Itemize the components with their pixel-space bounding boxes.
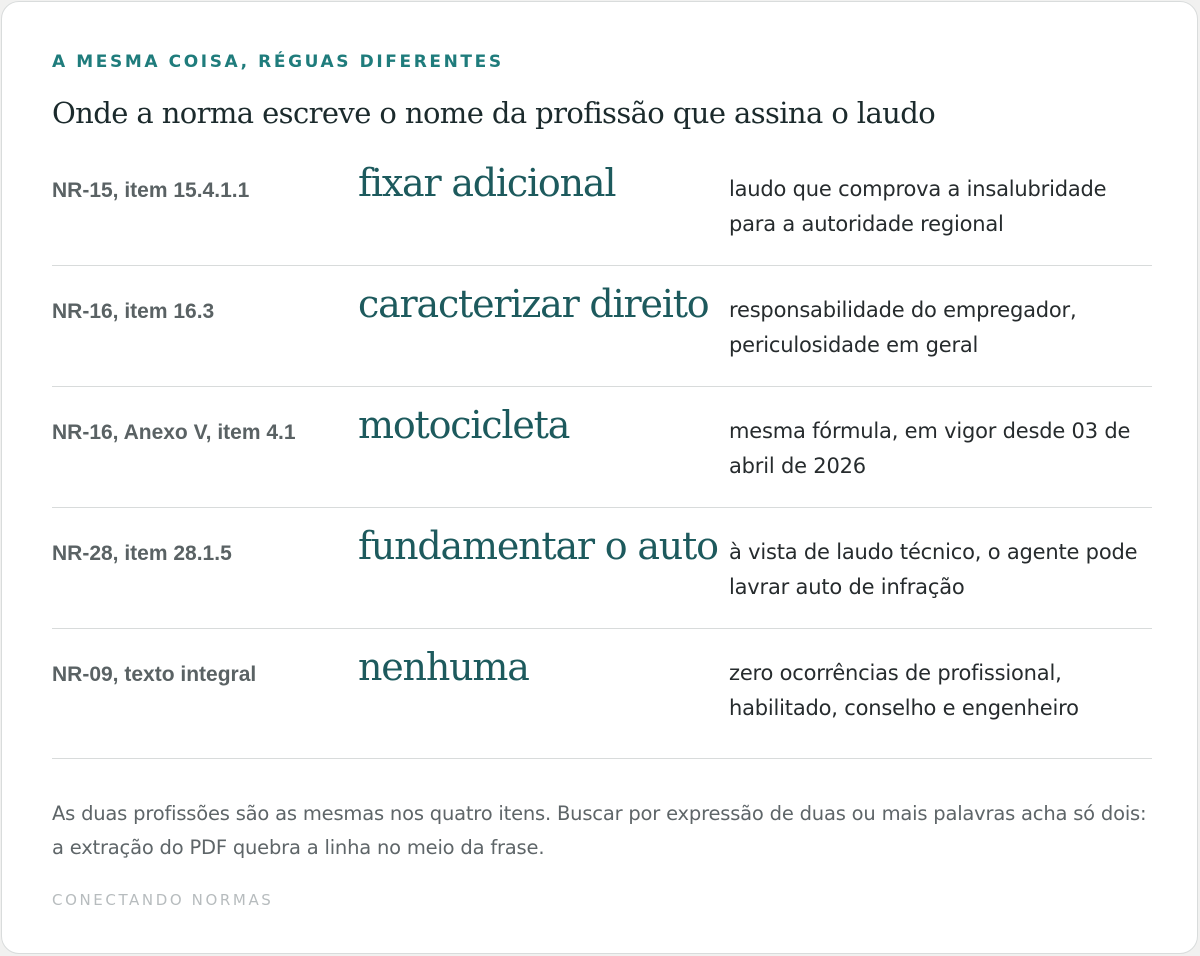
comparison-card <box>1 1 1198 954</box>
norm-reference: NR-16, item 16.3 <box>52 300 215 323</box>
norm-reference: NR-28, item 28.1.5 <box>52 542 232 565</box>
norm-note: à vista de laudo técnico, o agente pode lavrar auto de infração <box>729 540 1138 599</box>
norm-note: responsabilidade do empregador, periculosidade em geral <box>729 298 1077 357</box>
norm-term: nenhuma <box>358 645 529 689</box>
norm-row <box>52 266 1152 387</box>
norm-term: fixar adicional <box>358 161 616 205</box>
norm-row <box>52 145 1152 266</box>
footnote-text: As duas profissões são as mesmas nos quatro itens. Buscar por expressão de duas ou mais palavras acha só dois: a extração do PDF quebra a linha no meio da frase. <box>52 802 1147 859</box>
norm-term: motocicleta <box>358 403 570 447</box>
norm-note: mesma fórmula, em vigor desde 03 de abril de 2026 <box>729 419 1131 478</box>
norm-reference: NR-15, item 15.4.1.1 <box>52 179 250 202</box>
norm-reference: NR-09, texto integral <box>52 663 257 686</box>
norm-note: zero ocorrências de profissional, habilitado, conselho e engenheiro <box>729 661 1079 720</box>
brand-label: CONECTANDO NORMAS <box>52 891 274 909</box>
norm-row <box>52 387 1152 508</box>
kicker-label: A MESMA COISA, RÉGUAS DIFERENTES <box>52 52 504 72</box>
norm-row <box>52 508 1152 629</box>
norm-reference: NR-16, Anexo V, item 4.1 <box>52 421 296 444</box>
norm-row <box>52 629 1152 759</box>
norm-term: caracterizar direito <box>358 282 709 326</box>
norm-note: laudo que comprova a insalubridade para a autoridade regional <box>729 177 1107 236</box>
norm-list <box>52 145 1152 759</box>
norm-term: fundamentar o auto <box>358 524 718 568</box>
card-headline: Onde a norma escreve o nome da profissão que assina o laudo <box>52 96 936 130</box>
